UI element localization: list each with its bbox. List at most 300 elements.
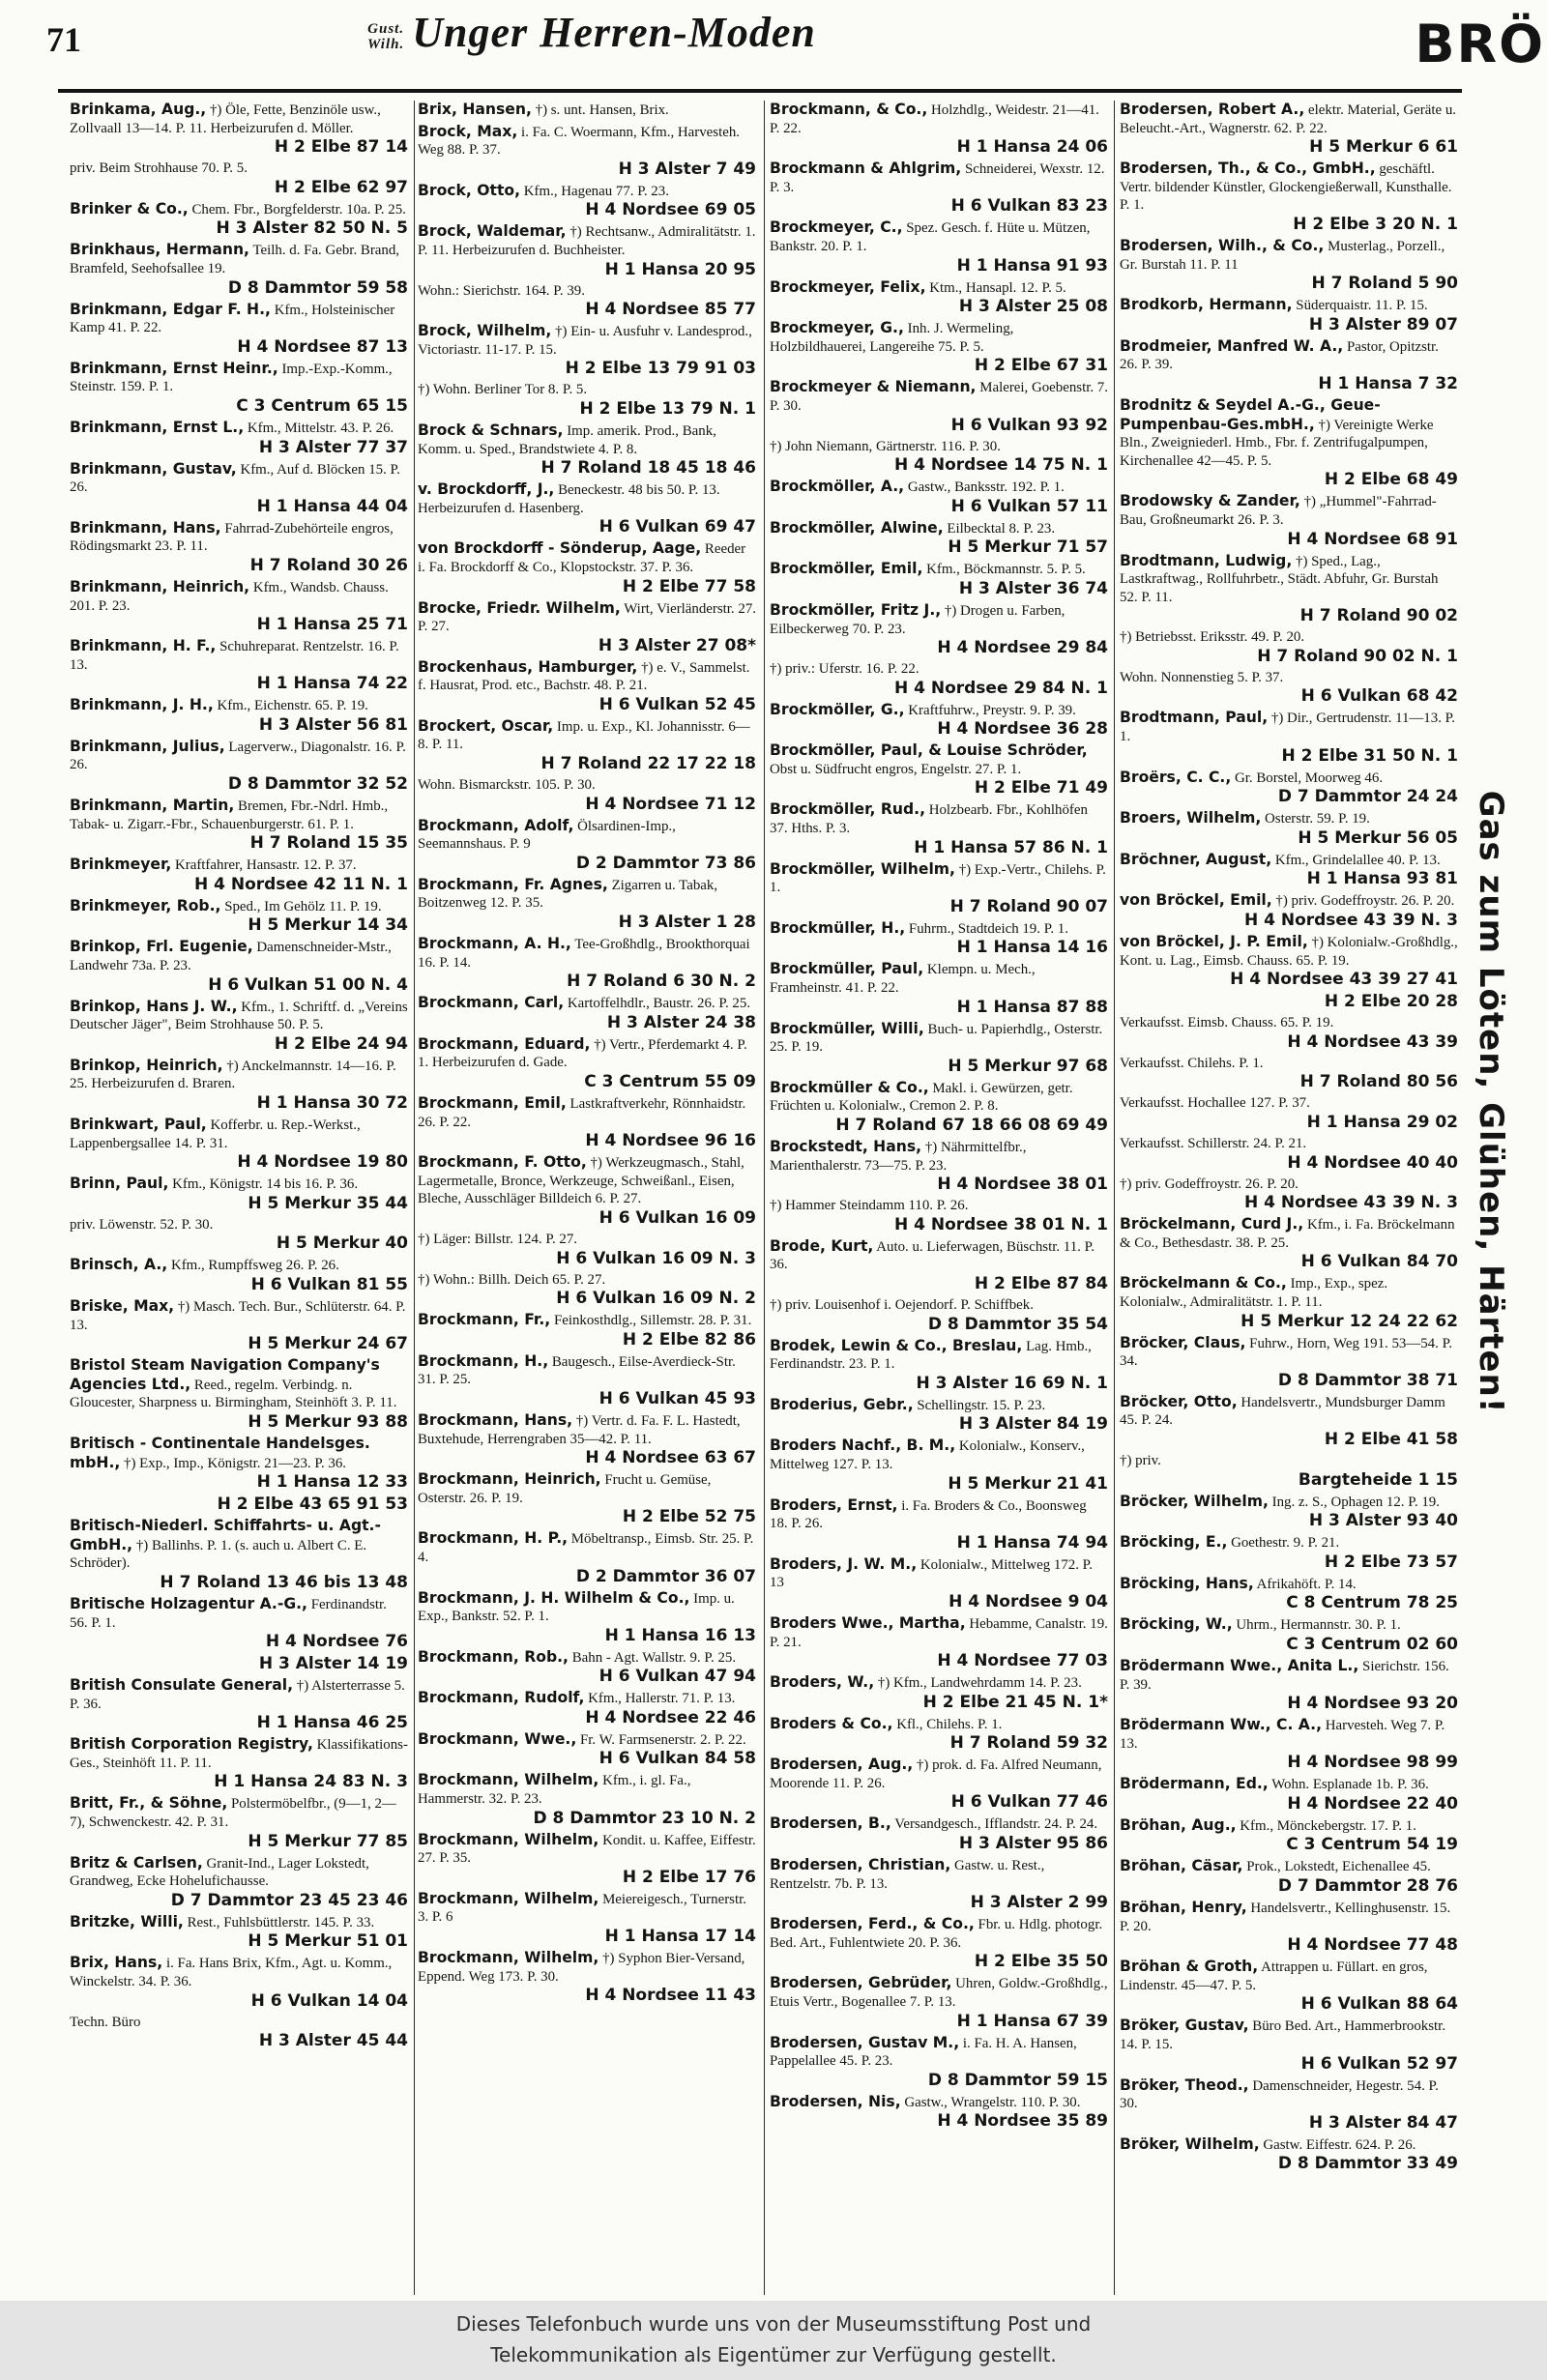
directory-entry [70,1256,408,1294]
entry-phone: H 4 Nordsee 71 12 [585,794,756,814]
entry-phone: H 4 Nordsee 29 84 N. 1 [893,678,1108,698]
directory-entry [1120,2017,1458,2073]
entry-phone: H 6 Vulkan 14 04 [250,1990,408,2011]
entry-details: Fahrrad-Zubehörteile engros, Rödingsmarkt 23. P. 11. [70,520,394,555]
entry-phone: H 4 Nordsee 14 75 N. 1 [893,455,1108,476]
entry-name: Brodersen, B., [770,1814,891,1833]
entry-details: Möbeltransp., Eimsb. Str. 25. P. 4. [418,1531,754,1565]
column-4 [1120,101,1458,2297]
entry-name: Brinkmann, Julius, [70,737,225,755]
entry-phone: H 4 Nordsee 87 13 [237,336,408,357]
entry-phone: H 7 Roland 5 90 [1311,274,1458,294]
entry-details: Sped., Im Gehölz 11. P. 19. [224,898,382,914]
entry-phone: H 3 Alster 25 08 [958,297,1108,317]
entry-details: Kfm., Rumpffsweg 26. P. 26. [170,1258,339,1274]
directory-entry [418,1311,756,1350]
directory-entry [770,701,1108,740]
entry-details: †) Öle, Fette, Benzinöle usw., Zollvaall 13—14. P. 11. Herbeizurufen d. Möller. [70,102,381,136]
entry-name: Brockmann, Emil, [418,1094,567,1112]
entry-phone: D 7 Dammtor 28 76 [1277,1876,1458,1897]
entry-name: Brockmann, H., [418,1351,549,1370]
entry-details: Tee-Großhdlg., Brookthorquai 16. P. 14. [418,937,750,971]
entry-details: Schneiderei, Wexstr. 12. P. 3. [770,161,1105,195]
directory-entry [70,360,408,416]
entry-details: Bremen, Fbr.-Ndrl. Hmb., Tabak- u. Zigarr.-Fbr., Schauenburgerstr. 61. P. 1. [70,798,389,832]
directory-entry [418,123,756,179]
entry-name: Broders, Ernst, [770,1495,898,1514]
entry-details: Malerei, Goebenstr. 7. P. 30. [770,380,1108,414]
entry-name: Brockmann, Wilhelm, [418,1771,599,1789]
entry-details: †) Nährmittelfbr., Marienthalerstr. 73—75. P. 23. [770,1140,1027,1174]
entry-phone: H 1 Hansa 25 71 [256,615,408,635]
directory-entry [418,876,756,932]
entry-name: Broders, W., [770,1673,875,1692]
directory-entry [70,1435,408,1492]
entry-details: †) prok. d. Fa. Alfred Neumann, Moorende 11. P. 26. [770,1757,1102,1791]
entry-phone: H 3 Alster 84 47 [1308,2112,1458,2133]
entry-details: Kraftfahrer, Hansastr. 12. P. 37. [175,857,357,874]
directory-entry [418,817,756,873]
entry-name: Brockmann, Carl, [418,994,565,1012]
entry-phone: H 4 Nordsee 40 40 [1287,1152,1458,1173]
entry-phone: H 2 Elbe 43 65 91 53 [217,1495,408,1515]
directory-entry [418,421,756,478]
entry-name: Brodersen, Ferd., & Co., [770,1915,975,1933]
entry-phone: H 7 Roland 90 02 N. 1 [1257,646,1458,666]
entry-phone: H 3 Alster 14 19 [258,1654,408,1674]
entry-phone: H 6 Vulkan 16 09 N. 2 [556,1289,756,1309]
directory-entry [418,1094,756,1150]
entry-details: Wohn. Esplanade 1b. P. 36. [1271,1777,1429,1793]
entry-phone: H 1 Hansa 14 16 [956,938,1108,958]
entry-details: Bahn - Agt. Wallstr. 9. P. 25. [571,1649,737,1666]
entry-details: Verkaufsst. Schillerstr. 24. P. 21. [1120,1136,1307,1151]
entry-details: elektr. Material, Geräte u. Beleucht.-Art., Wagnerstr. 62. P. 22. [1120,102,1456,136]
side-advert-text: Gas zum Löten, Glühen, Härten! [1472,790,1510,1414]
entry-details: †) Vertr. d. Fa. F. L. Hastedt, Buxtehude, Herrengraben 35—42. P. 11. [418,1412,741,1447]
entry-details: Kfm., Grindelallee 40. P. 13. [1274,852,1441,868]
entry-name: Brockmann, Wilhelm, [418,1889,599,1907]
directory-entry [70,1854,408,1910]
entry-phone: H 1 Hansa 93 81 [1306,869,1458,889]
entry-phone: H 1 Hansa 30 72 [256,1093,408,1113]
entry-details: Afrikahöft. P. 14. [1256,1576,1357,1592]
entry-details: geschäftl. Vertr. bildender Künstler, Glockengießerwall, Kunsthalle. P. 1. [1120,161,1452,214]
entry-details: †) priv. [1120,1452,1161,1468]
entry-phone: D 7 Dammtor 23 45 23 46 [170,1890,408,1910]
directory-entry [1120,709,1458,765]
entry-details: Kfm., Eichenstr. 65. P. 19. [217,698,368,714]
entry-phone: H 6 Vulkan 68 42 [1300,686,1458,707]
entry-details: Kfm., i. gl. Fa., Hammerstr. 32. P. 23. [418,1773,691,1808]
directory-entry [70,998,408,1054]
entry-name: Brodmeier, Manfred W. A., [1120,336,1344,355]
directory-entry [70,637,408,693]
entry-phone: D 8 Dammtor 33 49 [1277,2154,1458,2174]
directory-entry [70,519,408,575]
entry-details: i. Fa. Broders & Co., Boonsweg 18. P. 26. [770,1497,1087,1532]
entry-phone: H 2 Elbe 24 94 [274,1033,408,1054]
entry-phone: D 8 Dammtor 59 58 [227,277,408,298]
entry-details: Makl. i. Gewürzen, getr. Früchten u. Kolonialw., Cremon 2. P. 8. [770,1080,1073,1115]
entry-details: Kfm., 1. Schriftf. d. „Vereins Deutscher Jäger", Beim Strohhause 50. P. 5. [70,999,408,1033]
entry-details: †) Betriebsst. Eriksstr. 49. P. 20. [1120,629,1305,646]
entry-name: Brockmann, Fr., [418,1311,551,1329]
entry-name: Brockmann, F. Otto, [418,1153,587,1172]
entry-details: †) priv.: Uferstr. 16. P. 22. [770,661,919,678]
directory-entry [770,1437,1108,1493]
entry-name: Brodersen, Nis, [770,2092,901,2110]
entry-details: Osterstr. 59. P. 19. [1265,811,1370,827]
entry-phone: H 6 Vulkan 45 93 [598,1388,756,1408]
footer-line-2: Telekommunikation als Eigentümer zur Verfügung gestellt. [490,2343,1057,2366]
directory-entry [770,438,1108,476]
entry-phone: H 5 Merkur 12 24 22 62 [1241,1311,1458,1331]
entry-phone: H 3 Alster 95 86 [958,1834,1108,1854]
directory-entry [770,1715,1108,1754]
entry-phone: H 2 Elbe 87 84 [974,1273,1108,1293]
column-3 [770,101,1108,2297]
directory-entry [1120,1215,1458,1271]
directory-entry [418,1730,756,1769]
entry-phone: H 3 Alster 56 81 [258,714,408,735]
directory-entry [70,1595,408,1651]
entry-details: †) Exp., Imp., Königstr. 21—23. P. 36. [124,1455,347,1471]
entry-name: Brockmöller, Alwine, [770,518,944,537]
directory-entry [770,1915,1108,1971]
entry-details: Musterlag., Porzell., Gr. Burstah 11. P. 11 [1120,238,1445,273]
entry-details: Eilbecktal 8. P. 23. [947,520,1056,537]
directory-entry [770,860,1108,916]
directory-entry [70,1794,408,1850]
directory-entry [770,378,1108,434]
directory-entry [1120,1716,1458,1772]
entry-details: Goethestr. 9. P. 21. [1231,1535,1340,1552]
entry-name: Brix, Hans, [70,1954,163,1972]
directory-entry [770,1396,1108,1435]
entry-phone: H 4 Nordsee 68 91 [1287,529,1458,549]
entry-details: Fuhrm., Stadtdeich 19. P. 1. [908,920,1068,937]
entry-phone: H 4 Nordsee 63 67 [585,1448,756,1468]
directory-entry [770,919,1108,958]
entry-phone: H 3 Alster 45 44 [258,2031,408,2051]
directory-entry [1120,1175,1458,1213]
directory-entry [70,1676,408,1732]
directory-entry [70,2014,408,2051]
directory-entry [418,1831,756,1887]
entry-phone: H 4 Nordsee 19 80 [237,1152,408,1173]
entry-details: Pastor, Opitzstr. 26. P. 39. [1120,338,1439,373]
entry-phone: H 6 Vulkan 81 55 [250,1274,408,1294]
entry-details: Büro Bed. Art., Hammerbrookstr. 14. P. 15. [1120,2018,1446,2053]
entry-phone: H 2 Elbe 21 45 N. 1* [922,1692,1108,1712]
entry-name: Brockmann, A. H., [418,935,571,953]
entry-phone: H 2 Elbe 82 86 [622,1329,756,1350]
directory-entry [1120,1657,1458,1713]
entry-details: Reeder i. Fa. Brockdorff & Co., Klopstockstr. 37. P. 36. [418,541,746,575]
entry-details: Klempn. u. Mech., Framheinstr. 41. P. 22. [770,962,1036,997]
directory-entry [770,1814,1108,1853]
entry-name: Brinkmann, H. F., [70,637,217,655]
directory-entry [1120,1014,1458,1052]
entry-phone: H 2 Elbe 41 58 [1324,1429,1458,1449]
directory-entry [70,1735,408,1791]
entry-details: Damenschneider, Hegestr. 54. P. 30. [1120,2077,1439,2112]
directory-entry [70,1297,408,1353]
directory-entry [70,101,408,157]
directory-entry [1120,1615,1458,1654]
entry-name: Brodnitz & Seydel A.-G., Geue-Pumpenbau-Ges.mbH., [1120,395,1381,433]
entry-details: Gastw., Banksstr. 192. P. 1. [907,479,1065,496]
entry-phone: H 5 Merkur 40 [276,1234,408,1254]
entry-details: Klassifikations-Ges., Steinhöft 11. P. 11. [70,1737,408,1771]
directory-entry [1120,1393,1458,1449]
entry-name: Brinker & Co., [70,199,189,218]
directory-entry [1120,1899,1458,1955]
directory-entry [70,419,408,457]
entry-details: Techn. Büro [70,2014,141,2030]
directory-entry [770,1197,1108,1234]
entry-name: Broers, Wilhelm, [1120,809,1262,827]
entry-phone: H 6 Vulkan 47 94 [598,1667,756,1687]
entry-details: †) Dir., Gertrudenstr. 11—13. P. 1. [1120,711,1455,745]
directory-entry [1120,1575,1458,1613]
directory-entry [70,1954,408,2010]
directory-entry [1120,396,1458,489]
directory-entry [418,1153,756,1228]
directory-entry [418,1470,756,1526]
entry-phone: H 6 Vulkan 83 23 [950,196,1108,217]
entry-details: Kolonialw., Mittelweg 172. P. 13 [770,1556,1094,1591]
entry-details: Uhrm., Hermannstr. 30. P. 1. [1236,1617,1401,1634]
entry-phone: H 2 Elbe 71 49 [974,778,1108,798]
entry-details: Holzhdlg., Weidestr. 21—41. P. 22. [770,102,1099,136]
entry-details: Imp.-Exp.-Komm., Steinstr. 159. P. 1. [70,361,393,395]
entry-name: Brockmeyer, C., [770,218,903,237]
entry-phone: H 2 Elbe 68 49 [1324,470,1458,490]
entry-phone: H 5 Merkur 77 85 [248,1831,408,1851]
entry-phone: H 7 Roland 6 30 N. 2 [567,972,756,992]
entry-name: Brockstedt, Hans, [770,1138,922,1155]
directory-entry [770,1496,1108,1553]
entry-details: Kfm., Auf d. Blöcken 15. P. 26. [70,461,400,496]
directory-entry [70,856,408,894]
entry-name: Brinkwart, Paul, [70,1116,207,1133]
directory-entry [770,1337,1108,1393]
entry-details: Chem. Fbr., Borgfelderstr. 10a. P. 25. [191,201,406,218]
entry-details: Kraftfuhrw., Preystr. 9. P. 39. [908,702,1076,718]
entry-name: Brockmann, J. H. Wilhelm & Co., [418,1588,690,1607]
entry-name: Brockmann, & Co., [770,101,928,118]
entry-details: Kfm., Hallerstr. 71. P. 13. [588,1691,736,1707]
entry-name: Brockmann, Wilhelm, [418,1830,599,1848]
entry-phone: H 4 Nordsee 38 01 [937,1175,1108,1195]
entry-name: Brinkmann, Edgar F. H., [70,300,271,318]
entry-details: Kfm., Böckmannstr. 5. P. 5. [926,562,1086,578]
directory-entry [418,776,756,814]
entry-details: Lagerverw., Diagonalstr. 16. P. 26. [70,739,406,773]
entry-phone: H 1 Hansa 74 94 [956,1532,1108,1553]
entry-phone: H 7 Roland 13 46 bis 13 48 [160,1572,408,1592]
entry-phone: H 1 Hansa 29 02 [1306,1113,1458,1132]
entry-phone: D 8 Dammtor 23 10 N. 2 [533,1808,756,1828]
entry-details: †) Ein- u. Ausfuhr v. Landesprod., Victoriastr. 11-17. P. 15. [418,324,752,358]
entry-phone: D 8 Dammtor 38 71 [1277,1370,1458,1390]
directory-entry [418,322,756,378]
entry-details: Meiereigesch., Turnerstr. 3. P. 6 [418,1891,746,1926]
entry-details: Lag. Hmb., Ferdinandstr. 23. P. 1. [770,1338,1092,1373]
entry-details: Obst u. Südfrucht engros, Engelstr. 27. P. 1. [770,761,1022,777]
directory-entry [70,738,408,794]
entry-phone: H 6 Vulkan 51 00 N. 4 [208,974,408,995]
entry-phone: C 8 Centrum 78 25 [1286,1593,1458,1613]
entry-phone: H 1 Hansa 57 86 N. 1 [914,837,1108,857]
entry-details: priv. Beim Strohhause 70. P. 5. [70,160,248,177]
entry-details: i. Fa. Hans Brix, Kfm., Agt. u. Komm., Winckelstr. 34. P. 36. [70,1956,393,1990]
entry-phone: H 5 Merkur 71 57 [948,537,1108,558]
directory-entry [1120,101,1458,157]
entry-details: Kondit. u. Kaffee, Eiffestr. 27. P. 35. [418,1832,756,1867]
directory-entry [1120,669,1458,707]
entry-phone: H 4 Nordsee 85 77 [585,300,756,320]
entry-phone: H 3 Alster 27 08* [598,635,756,655]
directory-entry [70,160,408,197]
entry-phone: H 4 Nordsee 96 16 [585,1131,756,1151]
entry-name: Brockmöller, Fritz J., [770,600,942,619]
entry-name: Bröcker, Wilhelm, [1120,1492,1269,1510]
entry-name: Brockmann, Eduard, [418,1034,591,1053]
entry-phone: H 1 Hansa 44 04 [256,496,408,516]
directory-entry [70,1356,408,1432]
entry-name: Brix, Hansen, [418,101,532,118]
directory-entry [70,1116,408,1172]
entry-details: †) Wohn.: Billh. Deich 65. P. 27. [418,1271,606,1288]
directory-entry [1120,1334,1458,1390]
entry-name: Brockmann & Ahlgrim, [770,160,962,178]
entry-phone: H 2 Elbe 77 58 [622,576,756,596]
entry-phone: D 8 Dammtor 32 52 [227,774,408,795]
entry-details: Rest., Fuhlsbüttlerstr. 145. P. 33. [187,1914,375,1930]
entry-name: Brockmüller, Willi, [770,1019,924,1037]
entry-details: Gastw. u. Rest., Rentzelstr. 7b. P. 13. [770,1858,1045,1892]
entry-phone: H 3 Alster 16 69 N. 1 [916,1373,1108,1393]
entry-phone: H 3 Alster 36 74 [958,578,1108,598]
directory-entry [770,1296,1108,1334]
entry-phone: H 5 Merkur 51 01 [248,1931,408,1952]
entry-name: Brinkmann, J. H., [70,696,214,714]
entry-phone: C 3 Centrum 54 19 [1286,1835,1458,1855]
directory-entry [418,1411,756,1467]
entry-name: Brockmann, Wilhelm, [418,1949,599,1967]
entry-phone: H 1 Hansa 24 83 N. 3 [214,1772,408,1792]
entry-name: Brockmöller, Paul, & Louise Schröder, [770,741,1088,760]
entry-phone: H 4 Nordsee 43 39 [1287,1031,1458,1052]
entry-details: Gastw. Eiffestr. 624. P. 26. [1263,2136,1416,2153]
entry-name: Brockmüller, H., [770,918,906,937]
entry-details: Kolonialw., Konserv., Mittelweg 127. P. 13. [770,1438,1085,1472]
entry-details: Schellingstr. 15. P. 23. [917,1397,1046,1413]
entry-details: †) Läger: Billstr. 124. P. 27. [418,1231,578,1247]
directory-entry [1120,1816,1458,1855]
entry-details: Wohn.: Sierichstr. 164. P. 39. [418,282,585,299]
entry-phone: H 7 Roland 22 17 22 18 [540,754,756,774]
entry-phone: H 7 Roland 18 45 18 46 [540,458,756,479]
entry-name: Bröckelmann & Co., [1120,1274,1287,1292]
entry-details: †) Werkzeugmasch., Stahl, Lagermetalle, Bronce, Werkzeuge, Schweißanl., Eisen, Bleche, Ausschläger Billdeich 6. P. 27. [418,1155,744,1207]
entry-phone: H 2 Elbe 73 57 [1324,1552,1458,1572]
entry-name: Briske, Max, [70,1296,175,1315]
directory-entry [770,960,1108,1016]
directory-entry [70,241,408,297]
entry-name: Brockmann, Fr. Agnes, [418,875,608,893]
entry-details: Versandgesch., Ifflandstr. 24. P. 24. [894,1816,1098,1833]
entry-name: Brodtmann, Ludwig, [1120,551,1293,569]
entry-details: †) priv. Godeffroystr. 26. P. 20. [1275,893,1455,910]
entry-name: British Corporation Registry, [70,1735,313,1754]
entry-phone: H 7 Roland 67 18 66 08 69 49 [835,1116,1108,1135]
entry-details: Fbr. u. Hdlg. photogr. Bed. Art., Fuhlentwiete 20. P. 36. [770,1917,1103,1951]
directory-entry [418,1689,756,1727]
entry-phone: H 6 Vulkan 84 58 [598,1749,756,1769]
entry-details: Uhren, Goldw.-Großhdlg., Etuis Vertr., Bogenallee 7. P. 13. [770,1976,1108,2011]
entry-phone: H 3 Alster 77 37 [258,437,408,457]
entry-phone: H 7 Roland 59 32 [949,1733,1108,1754]
entry-phone: H 2 Elbe 35 50 [974,1952,1108,1972]
directory-entry [1120,1775,1458,1814]
entry-name: Bröcker, Claus, [1120,1333,1246,1351]
side-advert [1462,790,1520,1414]
entry-details: †) priv. Louisenhof i. Oejendorf. P. Schiffbek. [770,1296,1034,1313]
entry-details: i. Fa. C. Woermann, Kfm., Harvesteh. Weg 88. P. 37. [418,124,740,159]
directory-entry [70,797,408,853]
entry-name: Bröckelmann, Curd J., [1120,1215,1304,1234]
entry-phone: C 3 Centrum 55 09 [584,1072,756,1091]
entry-name: Brinn, Paul, [70,1175,169,1193]
entry-phone: H 1 Hansa 17 14 [604,1927,756,1947]
entry-name: Bröcking, W., [1120,1615,1233,1634]
entry-phone: H 4 Nordsee 69 05 [585,200,756,220]
directory-entry [770,1673,1108,1712]
directory-entry [418,480,756,537]
entry-phone: H 1 Hansa 87 88 [956,997,1108,1017]
directory-entry [418,1589,756,1645]
entry-name: Brockmüller, Paul, [770,960,924,978]
directory-entry [418,1352,756,1408]
entry-name: Brinkmann, Gustav, [70,459,237,478]
entry-name: Britisch - Continentale Handelsges. mbH., [70,1434,370,1471]
entry-details: Schuhreparat. Rentzelstr. 16. P. 13. [70,639,399,673]
entry-name: Brinkama, Aug., [70,101,207,118]
directory-entry [1120,492,1458,548]
entry-details: priv. Löwenstr. 52. P. 30. [70,1216,214,1233]
directory-entry [770,560,1108,598]
directory-entry [770,319,1108,375]
directory-entry [770,160,1108,216]
entry-phone: H 3 Alster 1 28 [618,913,756,933]
entry-name: Brinkmann, Ernst Heinr., [70,359,278,377]
entry-name: Brockmöller, Wilhelm, [770,859,955,878]
entry-name: Brockmann, Adolf, [418,816,574,834]
entry-details: Buch- u. Papierhdlg., Osterstr. 25. P. 19. [770,1021,1103,1056]
entry-name: Brockmann, Wwe., [418,1729,577,1748]
directory-entry [770,278,1108,317]
entry-details: †) Sped., Lag., Lastkraftwag., Rollfuhrbetr., Städt. Abfuhr, Gr. Burstah 52. P. 11. [1120,553,1439,605]
entry-phone: H 6 Vulkan 52 97 [1300,2053,1458,2074]
entry-name: Bröcker, Otto, [1120,1392,1238,1410]
entry-phone: D 8 Dammtor 59 15 [927,2070,1108,2090]
entry-phone: H 6 Vulkan 77 46 [950,1792,1108,1813]
entry-details: Lastkraftverkehr, Rönnhaidstr. 26. P. 22. [418,1096,746,1130]
